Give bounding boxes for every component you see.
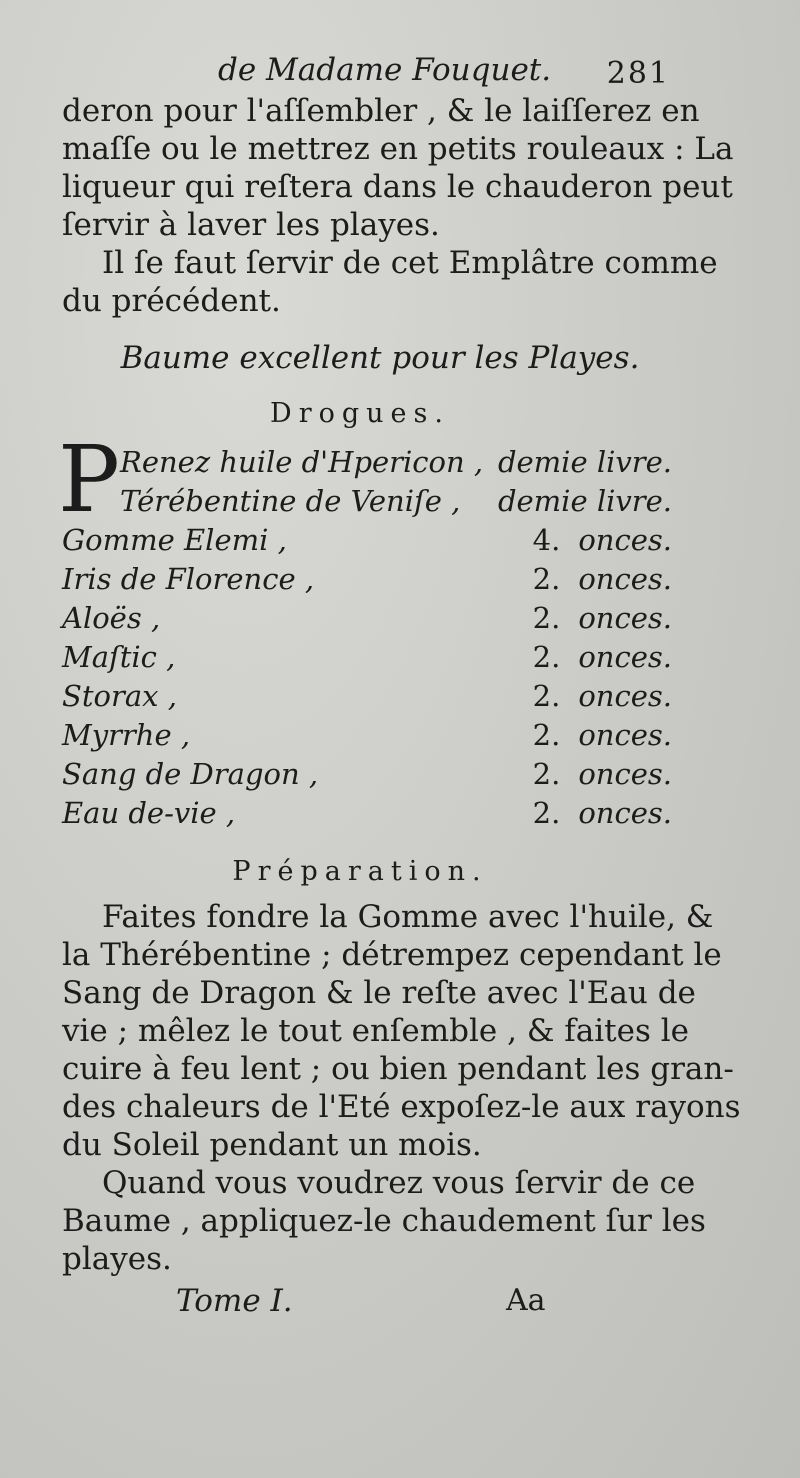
text-line: du Soleil pendant un mois. [62, 1127, 482, 1163]
preparation-paragraph [62, 898, 741, 1278]
text-line: Quand vous voudrez vous ſervir de ce [102, 1165, 696, 1201]
text-line: ſervir à laver les playes. [62, 207, 440, 243]
folio-mark: Aa [506, 1283, 546, 1318]
preparation-heading: Préparation. [232, 856, 488, 887]
drug-name: Maſtic , [62, 640, 176, 674]
text-line: deron pour l'aſſembler , & le laiſſerez en [62, 93, 700, 129]
section-title: Baume excellent pour les Playes. [120, 340, 640, 376]
text-line: vie ; mêlez le tout enſemble , & faites le [62, 1013, 689, 1049]
page-number: 281 [606, 56, 670, 91]
drug-quantity: 2. onces. [532, 679, 672, 713]
drug-row [62, 757, 672, 796]
drug-name: Iris de Florence , [62, 562, 315, 596]
drug-quantity: demie livre. [497, 484, 672, 518]
drug-row [62, 523, 672, 562]
drug-name: Aloës , [62, 601, 161, 635]
text-line: Faites fondre la Gomme avec l'huile, & [102, 899, 714, 935]
drug-quantity: 2. onces. [532, 640, 672, 674]
drug-name: Eau de-vie , [62, 796, 236, 830]
drug-quantity: 4. onces. [532, 523, 672, 557]
drug-quantity: 2. onces. [532, 796, 672, 830]
drug-row [62, 679, 672, 718]
drug-name: Storax , [62, 679, 177, 713]
drug-row [62, 562, 672, 601]
drug-quantity: demie livre. [497, 445, 672, 479]
page-footer [0, 1283, 800, 1327]
text-line: Il ſe faut ſervir de cet Emplâtre comme [102, 245, 718, 281]
drug-name: Térébentine de Veniſe , [120, 484, 461, 518]
drug-row [62, 640, 672, 679]
running-head: de Madame Fouquet. [218, 52, 552, 88]
drug-name: Gomme Elemi , [62, 523, 287, 557]
page-header [60, 52, 680, 92]
drug-row [62, 718, 672, 757]
drug-quantity: 2. onces. [532, 757, 672, 791]
text-line: la Thérébentine ; détrempez cependant le [62, 937, 722, 973]
drugs-table [62, 445, 672, 835]
drug-quantity: 2. onces. [532, 562, 672, 596]
drug-row [62, 484, 672, 523]
drug-name: Renez huile d'Hpericon , [120, 445, 484, 479]
intro-paragraph [62, 92, 734, 320]
text-line: maſſe ou le mettrez en petits rouleaux : La [62, 131, 734, 167]
text-line: playes. [62, 1241, 172, 1277]
drug-row [62, 601, 672, 640]
drug-name: Sang de Dragon , [62, 757, 319, 791]
drug-quantity: 2. onces. [532, 718, 672, 752]
text-line: du précédent. [62, 283, 281, 319]
text-line: Baume , appliquez-le chaudement ſur les [62, 1203, 706, 1239]
text-line: cuire à feu lent ; ou bien pendant les gran- [62, 1051, 734, 1087]
drug-name: Myrrhe , [62, 718, 191, 752]
drug-quantity: 2. onces. [532, 601, 672, 635]
text-line: des chaleurs de l'Eté expoſez-le aux rayons [62, 1089, 741, 1125]
drug-row [62, 796, 672, 835]
drogues-heading: Drogues. [270, 398, 450, 429]
text-line: liqueur qui reſtera dans le chauderon peut [62, 169, 733, 205]
text-line: Sang de Dragon & le reſte avec l'Eau de [62, 975, 696, 1011]
volume-signature: Tome I. [176, 1283, 293, 1319]
drug-row [62, 445, 672, 484]
drop-cap: P [58, 426, 120, 533]
